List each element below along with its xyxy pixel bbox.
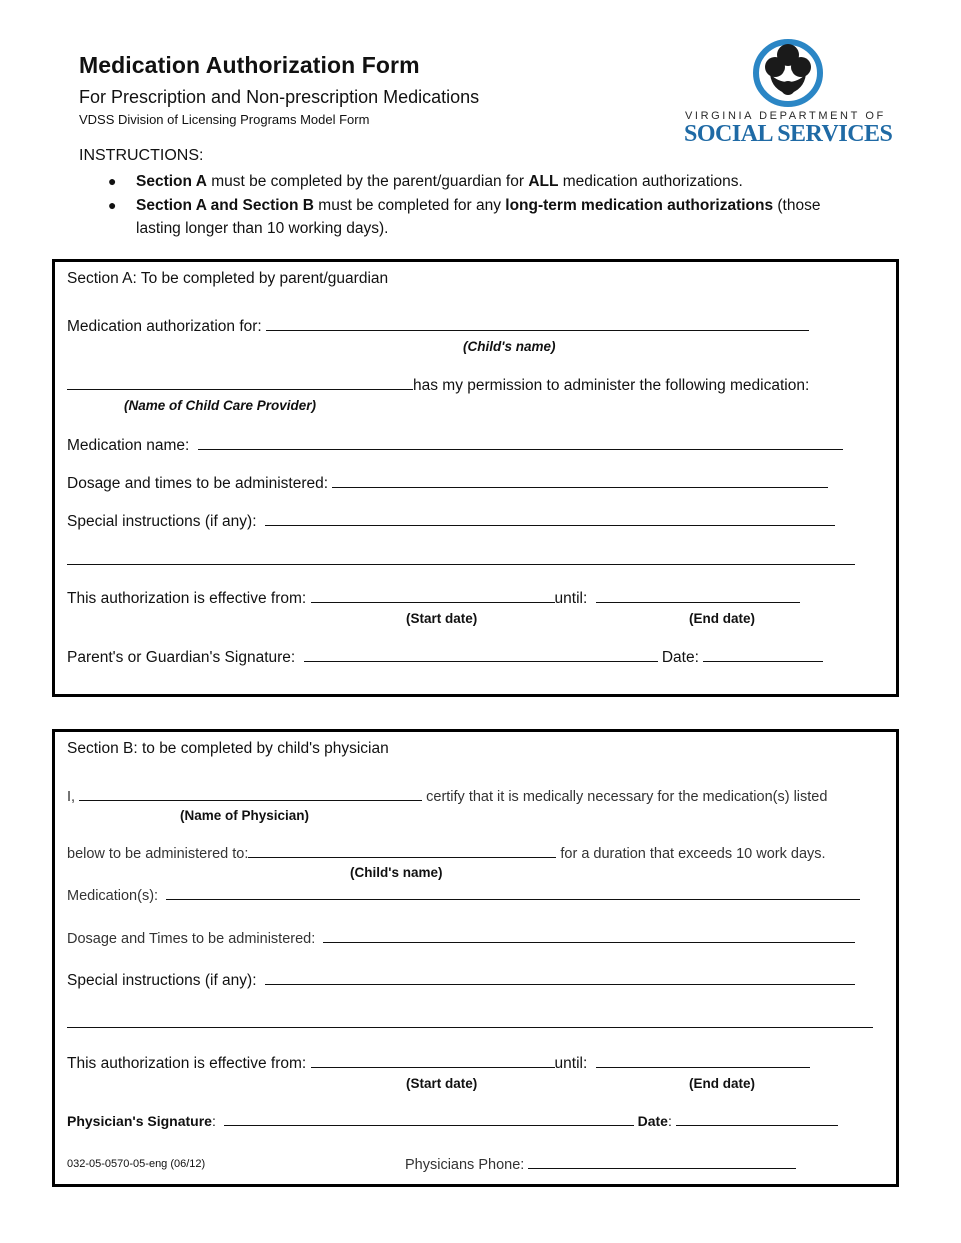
b-dosage-field[interactable] bbox=[323, 928, 855, 943]
start-date-caption: (Start date) bbox=[406, 611, 478, 626]
physician-name-caption: (Name of Physician) bbox=[180, 808, 310, 823]
b-special-row: Special instructions (if any): bbox=[67, 970, 855, 990]
special-instructions-row-2 bbox=[67, 550, 855, 570]
bullet-icon: ● bbox=[108, 173, 117, 189]
page-subtitle: For Prescription and Non-prescription Medications bbox=[79, 87, 480, 107]
physician-phone-row: Physicians Phone: bbox=[405, 1154, 796, 1173]
administered-to-row: below to be administered to: for a duration that exceeds 10 work days. bbox=[67, 843, 826, 862]
b-special-field-2[interactable] bbox=[67, 1013, 873, 1028]
b-child-name-caption: (Child's name) bbox=[350, 865, 443, 880]
parent-signature-row: Parent's or Guardian's Signature: Date: bbox=[67, 647, 823, 667]
end-date-field[interactable] bbox=[596, 588, 800, 603]
family-circle-icon bbox=[748, 38, 828, 110]
medication-name-field[interactable] bbox=[198, 435, 843, 450]
b-child-name-field[interactable] bbox=[248, 843, 556, 858]
b-start-date-field[interactable] bbox=[311, 1053, 555, 1068]
medication-name-row: Medication name: bbox=[67, 435, 843, 455]
instructions-heading: INSTRUCTIONS: bbox=[79, 147, 204, 164]
physician-signature-row: Physician's Signature: Date: bbox=[67, 1111, 838, 1129]
provider-name-field[interactable] bbox=[67, 375, 413, 390]
model-form-label: VDSS Division of Licensing Programs Model Form bbox=[79, 112, 370, 127]
parent-signature-field[interactable] bbox=[304, 647, 658, 662]
child-name-caption: (Child's name) bbox=[463, 339, 556, 354]
bullet-icon: ● bbox=[108, 197, 117, 213]
special-instructions-field-2[interactable] bbox=[67, 550, 855, 565]
physician-date-field[interactable] bbox=[676, 1111, 838, 1126]
instruction-bullet-2: ● Section A and Section B must be completed for any long-term medication authorizations (those lasting longer than 10 working days). bbox=[136, 194, 886, 240]
special-instructions-field[interactable] bbox=[265, 511, 835, 526]
b-special-row-2 bbox=[67, 1013, 873, 1033]
end-date-caption: (End date) bbox=[689, 611, 755, 626]
dosage-field[interactable] bbox=[332, 473, 828, 488]
logo-line1: VIRGINIA DEPARTMENT OF bbox=[685, 110, 886, 122]
section-b-heading: Section B: to be completed by child's physician bbox=[67, 740, 389, 757]
physician-phone-field[interactable] bbox=[528, 1154, 796, 1169]
physician-certify-row: I, certify that it is medically necessary for the medication(s) listed bbox=[67, 786, 827, 805]
provider-caption: (Name of Child Care Provider) bbox=[124, 398, 317, 413]
b-start-date-caption: (Start date) bbox=[406, 1076, 478, 1091]
vdss-logo bbox=[680, 38, 895, 150]
physician-signature-field[interactable] bbox=[224, 1111, 634, 1126]
b-end-date-field[interactable] bbox=[596, 1053, 810, 1068]
b-effective-row: This authorization is effective from: until: bbox=[67, 1053, 810, 1073]
page-title: Medication Authorization Form bbox=[79, 52, 420, 78]
medications-row: Medication(s): bbox=[67, 885, 860, 904]
medications-field[interactable] bbox=[166, 885, 860, 900]
dosage-row: Dosage and times to be administered: bbox=[67, 473, 828, 493]
start-date-field[interactable] bbox=[311, 588, 555, 603]
instruction-bullet-1: ● Section A must be completed by the parent/guardian for ALL medication authorizations. bbox=[136, 170, 743, 193]
b-end-date-caption: (End date) bbox=[689, 1076, 755, 1091]
b-special-field[interactable] bbox=[265, 970, 855, 985]
special-instructions-row: Special instructions (if any): bbox=[67, 511, 835, 531]
parent-date-field[interactable] bbox=[703, 647, 823, 662]
provider-row: has my permission to administer the following medication: bbox=[67, 375, 809, 395]
logo-line2: SOCIAL SERVICES bbox=[684, 121, 893, 147]
b-dosage-row: Dosage and Times to be administered: bbox=[67, 928, 855, 947]
auth-for-row: Medication authorization for: bbox=[67, 316, 809, 336]
section-a-heading: Section A: To be completed by parent/guardian bbox=[67, 270, 389, 287]
child-name-field[interactable] bbox=[266, 316, 809, 331]
form-number: 032-05-0570-05-eng (06/12) bbox=[67, 1158, 206, 1170]
effective-row: This authorization is effective from: until: bbox=[67, 588, 800, 608]
physician-name-field[interactable] bbox=[79, 786, 422, 801]
